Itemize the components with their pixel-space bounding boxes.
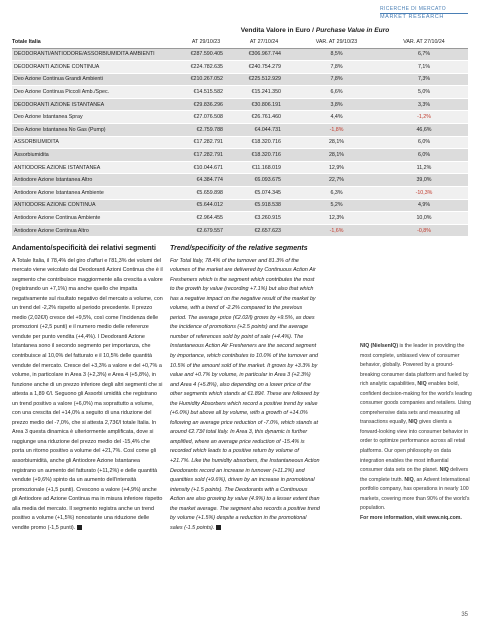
row-label: DEODORANTI/ANTIODORE/ASSORBIUMIDITA AMBIENTI — [12, 48, 177, 61]
var-at23: 8,5% — [293, 48, 380, 61]
var-at24: 7,1% — [380, 61, 468, 74]
value-at23: €287.590.405 — [177, 48, 235, 61]
value-at24: €30.806.191 — [235, 98, 293, 111]
section-label-en: MARKET RESEARCH — [380, 14, 444, 20]
value-at24: €15.241.350 — [235, 86, 293, 99]
niq-about — [360, 342, 472, 523]
table-row — [12, 48, 468, 61]
table-body — [12, 48, 468, 237]
row-label: DEODORANTI AZIONE ISTANTANEA — [12, 98, 177, 111]
row-label: Antiodore Azione Continua Altro — [12, 224, 177, 237]
value-at24: €306.967.744 — [235, 48, 293, 61]
table-row — [12, 98, 468, 111]
value-at24: €240.754.279 — [235, 61, 293, 74]
end-square-icon — [216, 525, 221, 530]
niq-text-1: is the leader in providing the most complete, unbiased view of consumer behavior, globally. Powered by a ground-breaking consumer data platform and fueled by rich analytic capabilities, — [360, 343, 469, 388]
col-header-var23: VAR. AT 29/10/23 — [293, 37, 380, 48]
table-row — [12, 187, 468, 200]
value-at24: €18.320.716 — [235, 149, 293, 162]
col-header-at23: AT 29/10/23 — [177, 37, 235, 48]
row-label: Antiodore Azione Istantanea Ambiente — [12, 187, 177, 200]
value-at24: €26.761.460 — [235, 111, 293, 124]
table-row — [12, 149, 468, 162]
value-at24: €18.320.716 — [235, 136, 293, 149]
niq-brand-5: NIQ — [404, 476, 414, 483]
var-at23: -1,6% — [293, 224, 380, 237]
value-at23: €29.836.296 — [177, 98, 235, 111]
table-row — [12, 61, 468, 74]
var-at24: 10,0% — [380, 212, 468, 225]
english-body — [170, 257, 320, 534]
english-body-text: For Total Italy, 78.4% of the turnover and 81.3% of the volumes of the market are delivered by Continuous Action Air Fresheners which is the segment which contributes the most to the growth by value (recording +7.1%) but also that which has a negative impact on the negative result of the market by volume, with a trend of -2.2% compared to the previous period. The average price (€2.02/l) grows by +9.5%, as does the incidence of promotions (+2.5 points) and the average number of references sold by point of sale (+4.4%). The Instantaneous Action Air Fresheners are the second segment by importance, which contributes to 10.0% of the turnover and 10.5% of the amount sold of the market. It grows by +3.3% by value and +0.7% by volume, in particular in Area 3 (+2.3%) and Area 4 (+5.8%), also depending on a lower price of the other segments which stands at €1.89/l. These are followed by the Humidity Absorbers which record a positive trend by value (+6.0%) but above all by volume, with a growth of +14.0% following an average price reduction of -7.0%, which stands at around €2.73/l total Italy. In Area 3, this dynamic is further amplified, where an average price reduction of -15.4% is recorded which leads to a positive return by volume of +21.7%. Like the humidity absorbers, the Instantaneous Action Deodorants record an increase in turnover (+11.2%) and quantities sold (+9.6%), driven by an increase in promotional intensity (+1.5 points). The Deodorants with a Continuous Action are also growing by value (4.9%) to a lesser extent than the market average. The segment also records a positive trend by volume (+1.5%) despite a reduction in the promotional sales (-1.5 points). — [170, 257, 320, 531]
italian-body — [12, 257, 163, 534]
sales-table — [12, 37, 468, 237]
table-title-it: Vendita Valore in Euro — [240, 27, 311, 34]
value-at23: €17.282.791 — [177, 136, 235, 149]
niq-sidebar — [360, 342, 472, 523]
var-at23: 22,7% — [293, 174, 380, 187]
italian-heading: Andamento/specificità dei relativi segmenti — [12, 245, 156, 252]
value-at23: €224.782.635 — [177, 61, 235, 74]
row-label: Deo Azione Istantanea No Gas (Pump) — [12, 124, 177, 137]
table-row — [12, 161, 468, 174]
niq-text-3: gives clients a forward-looking view into consumer behavior in order to optimize performance across all retail platforms. Our open philosophy on data integration enables the most influential consumer data sets on the planet. — [360, 419, 469, 474]
english-heading: Trend/specificity of the relative segments — [170, 245, 308, 252]
value-at23: €5.644.012 — [177, 199, 235, 212]
niq-text-4: delivers the complete truth. — [360, 467, 469, 483]
var-at23: 7,8% — [293, 61, 380, 74]
value-at24: €6.093.675 — [235, 174, 293, 187]
var-at24: -0,8% — [380, 224, 468, 237]
table-row — [12, 136, 468, 149]
italian-column — [12, 244, 163, 533]
value-at23: €2.679.557 — [177, 224, 235, 237]
var-at24: 6,0% — [380, 136, 468, 149]
var-at24: 11,2% — [380, 161, 468, 174]
value-at23: €14.515.582 — [177, 86, 235, 99]
value-at23: €4.384.774 — [177, 174, 235, 187]
table-title-sep: / — [310, 27, 316, 34]
table-row — [12, 224, 468, 237]
var-at24: 6,7% — [380, 48, 468, 61]
row-label: Antiodore Azione Continua Ambiente — [12, 212, 177, 225]
var-at23: 4,4% — [293, 111, 380, 124]
var-at24: 6,0% — [380, 149, 468, 162]
row-label: Deo Azione Continua Piccoli Amb./Spec. — [12, 86, 177, 99]
var-at24: 7,3% — [380, 73, 468, 86]
col-header-var24: VAR. AT 27/10/24 — [380, 37, 468, 48]
table-row — [12, 124, 468, 137]
var-at23: 28,1% — [293, 136, 380, 149]
value-at23: €5.659.898 — [177, 187, 235, 200]
row-label: DEODORANTI AZIONE CONTINUA — [12, 61, 177, 74]
var-at23: 28,1% — [293, 149, 380, 162]
var-at23: 3,8% — [293, 98, 380, 111]
value-at24: €2.657.623 — [235, 224, 293, 237]
var-at24: 46,6% — [380, 124, 468, 137]
var-at23: 6,3% — [293, 187, 380, 200]
value-at24: €225.512.929 — [235, 73, 293, 86]
var-at23: 12,9% — [293, 161, 380, 174]
value-at23: €2.759.788 — [177, 124, 235, 137]
value-at23: €10.044.671 — [177, 161, 235, 174]
row-label: ANTIODORE AZIONE CONTINUA — [12, 199, 177, 212]
table-title — [12, 27, 468, 37]
page-number: 35 — [461, 612, 468, 618]
value-at23: €17.282.791 — [177, 149, 235, 162]
row-label: Assorbiumidita — [12, 149, 177, 162]
niq-text-2: enables bold, confident decision-making for the world’s leading consumer goods companies and retailers. Using comprehensive data sets and measuring all transactions equally, — [360, 381, 472, 426]
table-row — [12, 111, 468, 124]
end-square-icon — [77, 525, 82, 530]
niq-brand: NIQ (NielsenIQ) — [360, 343, 399, 349]
niq-more-info[interactable]: For more information, visit www.niq.com. — [360, 514, 462, 521]
value-at23: €2.964.455 — [177, 212, 235, 225]
col-header-label: Totale Italia — [12, 37, 177, 48]
row-label: ANTIODORE AZIONE ISTANTANEA — [12, 161, 177, 174]
section-header — [380, 6, 468, 20]
var-at24: 3,3% — [380, 98, 468, 111]
table-header-row — [12, 37, 468, 48]
value-at24: €3.260.915 — [235, 212, 293, 225]
var-at23: 5,2% — [293, 199, 380, 212]
var-at24: -10,3% — [380, 187, 468, 200]
value-at24: €11.168.019 — [235, 161, 293, 174]
english-column — [170, 244, 320, 533]
table-title-en: Purchase Value in Euro — [315, 27, 390, 34]
section-label-it: RICERCHE DI MERCATO — [380, 6, 447, 12]
italian-body-text: A Totale Italia, il 78,4% del giro d’affari e l’81,3% dei volumi del mercato viene veicolato dai Deodoranti Azioni Continua che è il segmento che contribuisce maggiormente alla crescita a valore (registrando un +7,1%) ma anche quello che impatta negativamente sul risultato negativo del mercato a volume, con un trend del -2,2% rispetto al periodo precedente. Il prezzo medio (2,02€/l) cresce del +9,5%, così come l’incidenza delle promozioni (+2,5 punti) e il numero medio delle referenze vendute per punto vendita (+4,4%). I Deodoranti Azione Istantanea sono il secondo segmento per importanza, che contribuisce al 10,0% del fatturato e il 10,5% delle quantità vendute del mercato. Cresce del +3,3% a valore e del +0,7% a volume, in particolare in Area 3 (+2,3%) e Area 4 (+5,8%), in funzione anche di un prezzo inferiore degli altri segmenti che si attesta a 1,89 €/l. Seguono gli Assorbi umidità che registrano un trend positivo a valore (+6,0%) ma soprattutto a volume, con una crescita del +14,0% a seguito di una riduzione del prezzo medio del -7,0%, che si attesta 2,73€/l totale Italia. In Area 3 questa dinamica è ulteriormente amplificata, dove si raggiunge una riduzione del prezzo medio del -15,4% che porta un ritorno positivo a volume del +21,7%. Così come gli assorbiumidità, anche gli Antiodore Azione Istantanea registrano un aumento del fatturato (+11,2%) e delle quantità vendute (+9,6%) spinto da un aumento dell’intensità promozionale (+1,5 punti). Crescono a valore (+4,9%) anche gli Antiodore ad Azione Continua ma in misura inferiore rispetto alla media del mercato. Il segmento registra anche un trend positivo a volume (+1,5%) nonostante una riduzione delle vendite promo (-1,5 punti). — [12, 257, 163, 531]
row-label: Deo Azione Istantanea Spray — [12, 111, 177, 124]
table-row — [12, 73, 468, 86]
niq-text-5: , an Advent International portfolio company, has operations in nearly 100 markets, covering more than 90% of the world’s population. — [360, 476, 470, 512]
value-at24: €4.044.731 — [235, 124, 293, 137]
value-at24: €5.074.345 — [235, 187, 293, 200]
table-row — [12, 174, 468, 187]
table-row — [12, 86, 468, 99]
value-at23: €210.267.052 — [177, 73, 235, 86]
var-at24: 5,0% — [380, 86, 468, 99]
var-at24: 39,0% — [380, 174, 468, 187]
table-row — [12, 199, 468, 212]
row-label: Deo Azione Continua Grandi Ambienti — [12, 73, 177, 86]
var-at24: 4,9% — [380, 199, 468, 212]
var-at23: 7,8% — [293, 73, 380, 86]
var-at24: -1,2% — [380, 111, 468, 124]
var-at23: 6,6% — [293, 86, 380, 99]
table-row — [12, 212, 468, 225]
niq-brand-3: NIQ — [408, 419, 418, 426]
var-at23: -1,8% — [293, 124, 380, 137]
sales-table-wrap — [12, 27, 468, 237]
niq-brand-2: NIQ — [417, 381, 427, 388]
var-at23: 12,3% — [293, 212, 380, 225]
value-at24: €5.918.538 — [235, 199, 293, 212]
col-header-at24: AT 27/10/24 — [235, 37, 293, 48]
row-label: Antiodore Azione Istantanea Altro — [12, 174, 177, 187]
niq-brand-4: NIQ — [439, 467, 449, 474]
row-label: ASSORBIUMIDITA — [12, 136, 177, 149]
value-at23: €27.076.508 — [177, 111, 235, 124]
